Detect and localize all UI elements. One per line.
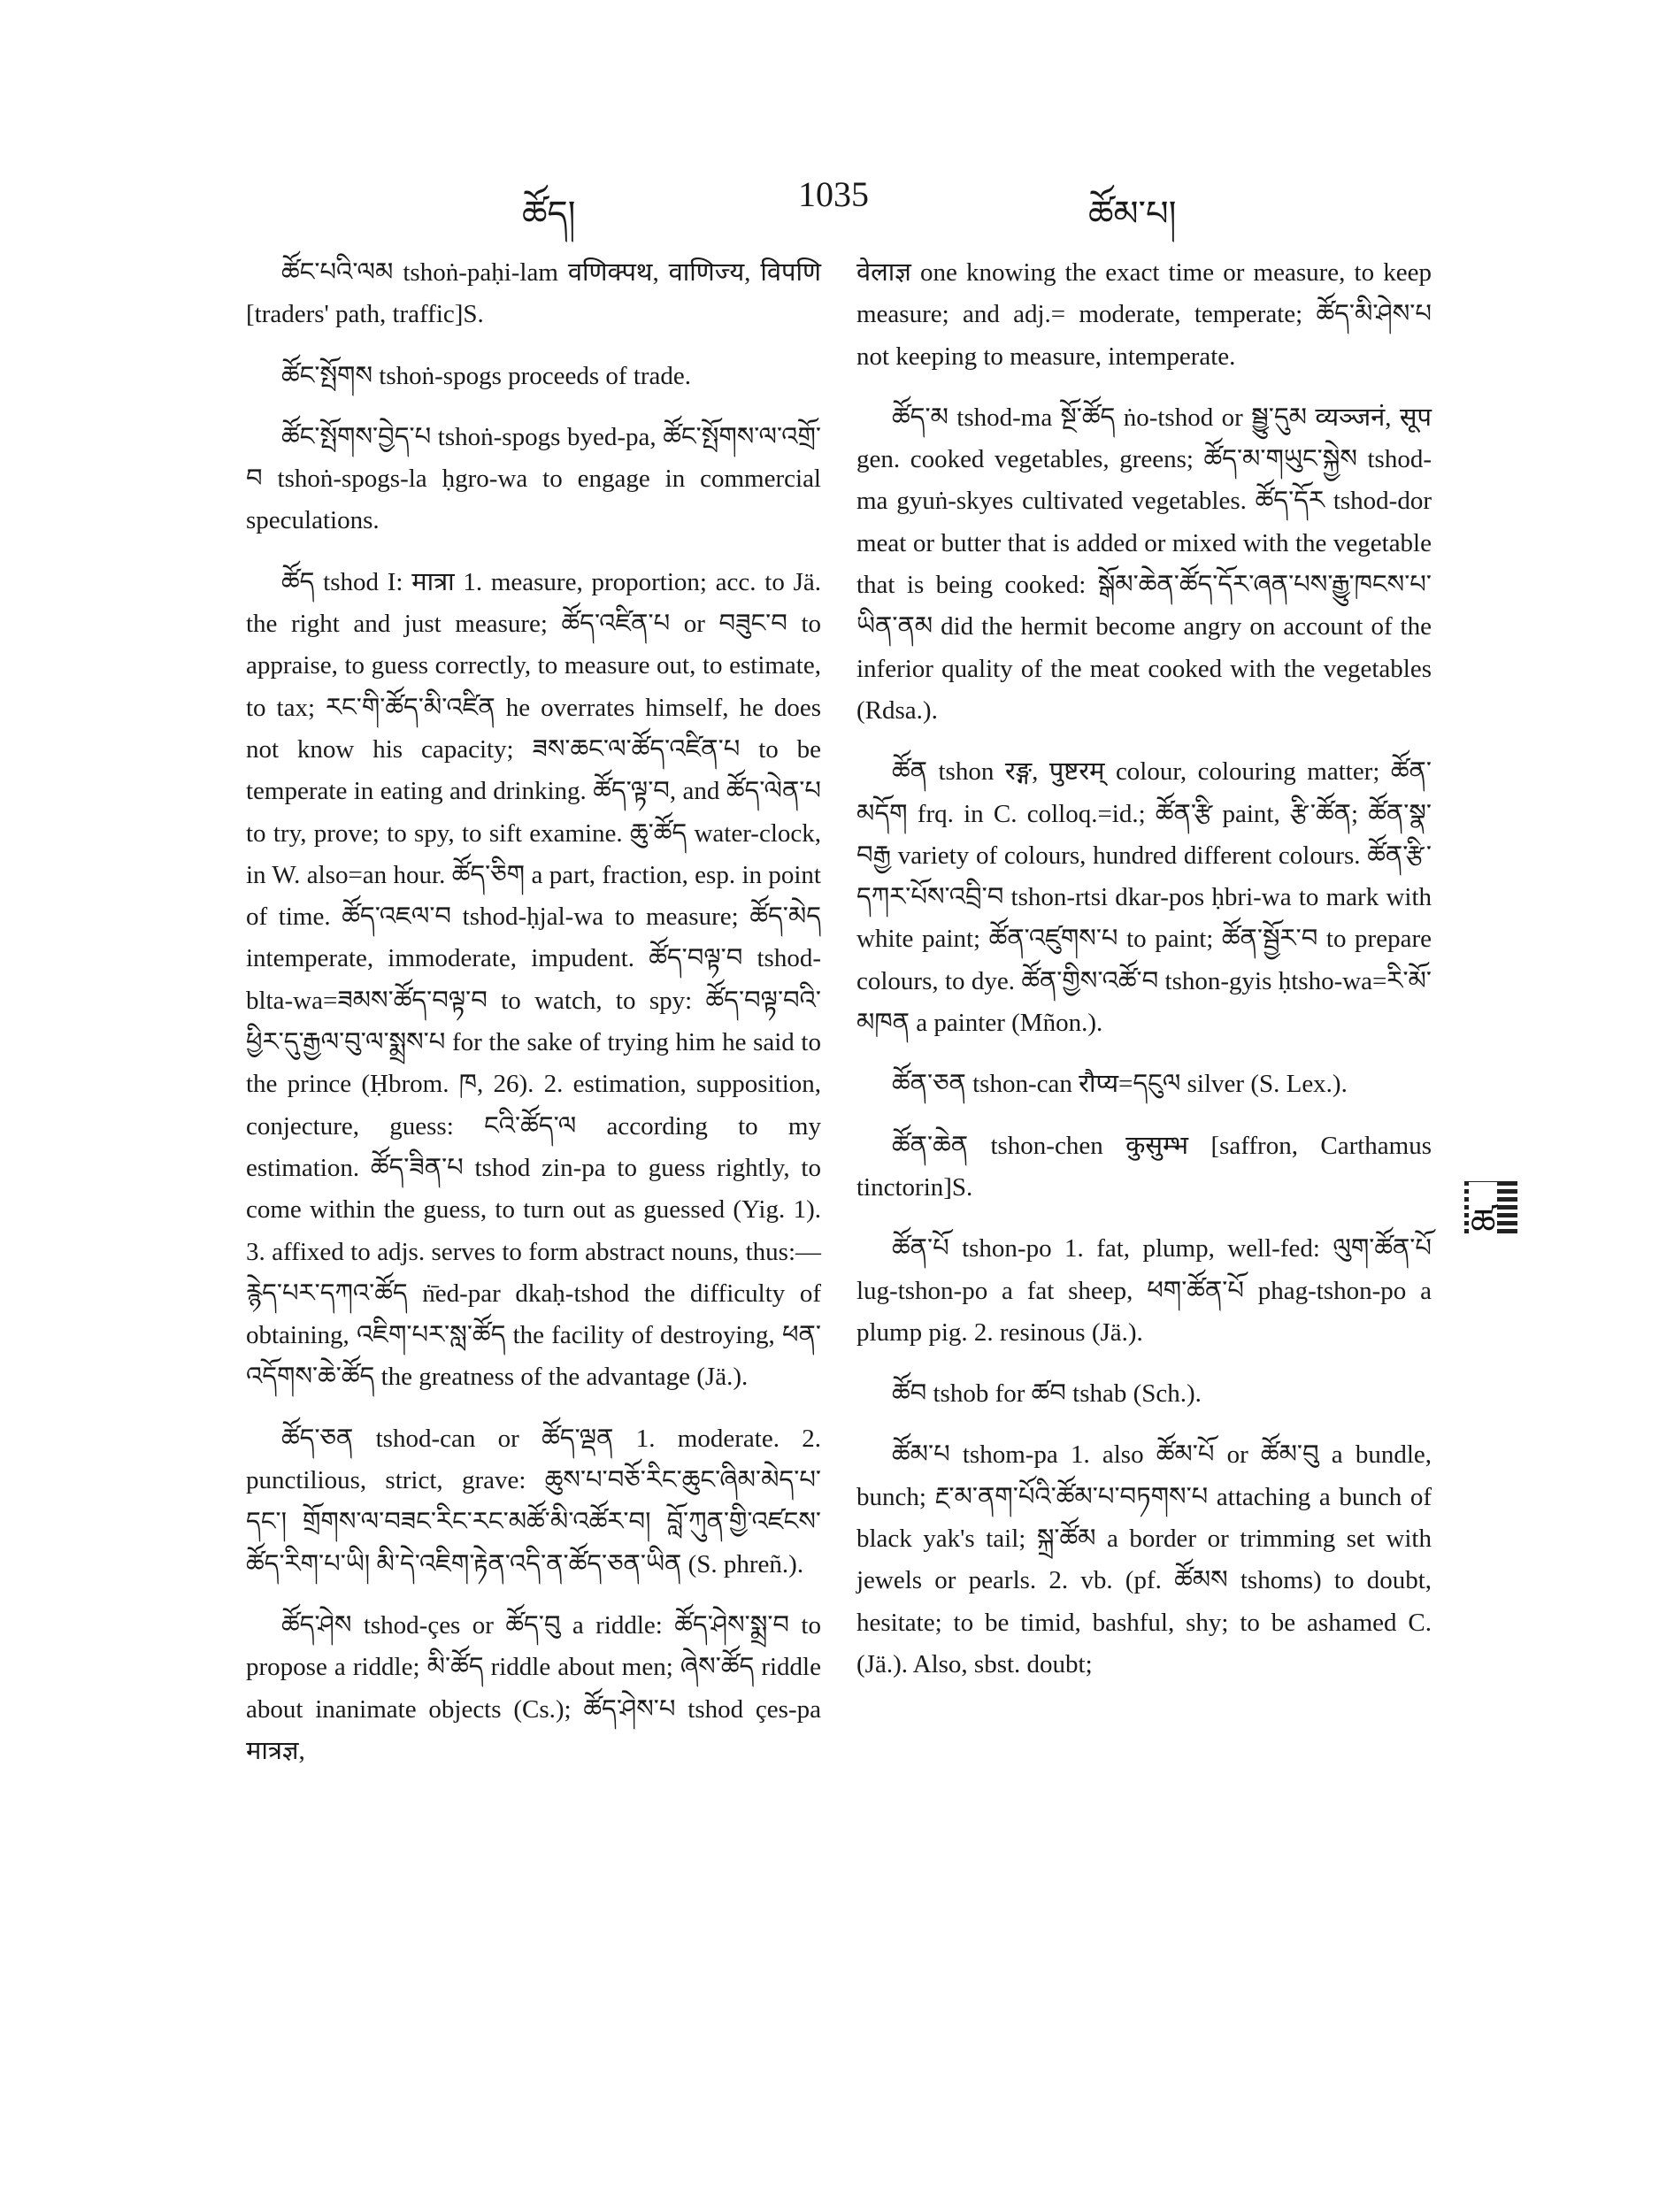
dictionary-entry <box>246 252 821 336</box>
entry-text: वेलाज्ञ one knowing the exact time or measure, to keep measure; and adj.= moderate, temperate; ཚོད་མི་ཤེས་པ not keeping to measure, intemperate. <box>856 258 1432 371</box>
dictionary-entry <box>246 1418 821 1586</box>
entry-text: ཚོད་མ tshod-ma སྔོ་ཚོད ṅo-tshod or སྦྱུ་དུམ व्यञ्जनं, सूप gen. cooked vegetables, greens; ཚོད་མ་གཡུང་སྐྱེས tshod-ma gyuṅ-skyes cultivated vegetables. ཚོད་དོར tshod-dor meat or butter that is added or mixed with the vegetable that is being cooked: སྒོམ་ཆེན་ཚོད་དོར་ཞན་པས་རྒྱུ་ཁངས་པ་ཡིན་ནམ did the hermit become angry on account of the inferior quality of the meat cooked with the vegetables (Rdsa.). <box>856 403 1432 725</box>
entry-text: ཚོན་ཆེན tshon-chen कुसुम्भ [saffron, Carthamus tinctorin]S. <box>856 1131 1432 1202</box>
dictionary-entry <box>856 1064 1432 1105</box>
entry-text: ཚོད tshod I: मात्रा 1. measure, proportion; acc. to Jä. the right and just measure; ཚོད་འཛིན་པ or བཟུང་བ to appraise, to guess correctly, to measure out, to estimate, to tax; རང་གི་ཚོད་མི་འཛིན he overrates himself, he does not know his capacity; ཟས་ཆང་ལ་ཚོད་འཛིན་པ to be temperate in eating and drinking. ཚོད་ལྟ་བ, and ཚོད་ལེན་པ to try, prove; to spy, to sift examine. ཆུ་ཚོད water-clock, in W. also=an hour. ཚོད་ཅིག a part, fraction, esp. in point of time. ཚོད་འཇལ་བ tshod-ḥjal-wa to measure; ཚོད་མེད intemperate, immoderate, impudent. ཚོད་བལྟ་བ tshod-blta-wa=ཟམས་ཚོད་བལྟ་བ to watch, to spy: ཚོད་བལྟ་བའི་ཕྱིར་དུ་རྒྱལ་བུ་ལ་སྨྲས་པ for the sake of trying him he said to the prince (Ḥbrom. ཁ, 26). 2. estimation, supposition, conjecture, guess: ངའི་ཚོད་ལ according to my estimation. ཚོད་ཟིན་པ tshod zin-pa to guess rightly, to come within the guess, to turn out as guessed (Yig. 1). 3. affixed to adjs. serves to form abstract nouns, thus:— རྙེད་པར་དཀའ་ཚོད ṅ̄ed-par dkaḥ-tshod the difficulty of obtaining, འཇིག་པར་སླ་ཚོད the facility of destroying, ཕན་འདོགས་ཆེ་ཚོད the greatness of the advantage (Jä.). <box>246 567 821 1392</box>
entry-text: ཚོན་པོ tshon-po 1. fat, plump, well-fed: ལུག་ཚོན་པོ lug-tshon-po a fat sheep, ཕག་ཚོན་པོ phag-tshon-po a plump pig. 2. resinous (Jä.). <box>856 1234 1432 1347</box>
page-number: 1035 <box>798 174 869 214</box>
entry-text: ཚོན་ཅན tshon-can रौप्य=དངུལ silver (S. Lex.). <box>892 1070 1348 1099</box>
dictionary-entry <box>246 356 821 397</box>
dictionary-entry <box>856 397 1432 732</box>
dictionary-entry <box>856 751 1432 1044</box>
thumb-index-letter: ཚ <box>1469 1182 1497 1282</box>
dictionary-entry <box>246 1605 821 1772</box>
entry-text: ཚོད་ཤེས tshod-çes or ཚོད་བུ a riddle: ཚོད་ཤེས་སྨྲ་བ to propose a riddle; མི་ཚོད riddle about men; ཞེས་ཚོད riddle about inanimate objects (Cs.); ཚོད་ཤེས་པ tshod çes-pa मात्रज्ञ, <box>246 1610 821 1765</box>
header-right-guideword: ཚོམ་པ། <box>1088 194 1177 234</box>
dictionary-entry <box>856 1228 1432 1354</box>
right-column <box>856 252 1432 1705</box>
dictionary-entry <box>856 252 1432 378</box>
dictionary-entry <box>856 1125 1432 1210</box>
page-header <box>0 173 1659 234</box>
entry-text: ཚོབ tshob for ཚབ tshab (Sch.). <box>892 1379 1202 1409</box>
dictionary-entry <box>856 1373 1432 1415</box>
entry-text: ཚོད་ཅན tshod-can or ཚོད་ལྡན 1. moderate. 2. punctilious, strict, grave: ཆུས་པ་བཅོ་རིང་ཆུང་ཞིམ་མེད་པ་དང་། གྲོགས་ལ་བཟང་རིང་རང་མཚོ་མི་འཚོར་བ། བློ་ཀུན་གྱི་འཛངས་ཚོད་རིག་པ་ཡི། མི་དེ་འཇིག་རྟེན་འདི་ན་ཚོད་ཅན་ཡིན (S. phreñ.). <box>246 1424 821 1578</box>
header-left-guideword: ཚོད། <box>522 194 576 234</box>
dictionary-entry <box>856 1434 1432 1686</box>
entry-text: ཚོན tshon रङ्ग, पुष्टरम् colour, colouring matter; ཚོན་མདོག frq. in C. colloq.=id.; ཚོན་རྩི paint, རྩི་ཚོན; ཚོན་སྣ་བརྒྱ variety of colours, hundred different colours. ཚོན་རྩི་དཀར་པོས་འབྲི་བ tshon-rtsi dkar-pos ḥbri-wa to mark with white paint; ཚོན་འཛུགས་པ to paint; ཚོན་སྦྱོར་བ to prepare colours, to dye. ཚོན་གྱིས་འཚོ་བ tshon-gyis ḥtsho-wa=རི་མོ་མཁན a painter (Mñon.). <box>856 757 1432 1038</box>
entry-text: ཚོང་སྤོགས་བྱེད་པ tshoṅ-spogs byed-pa, ཚོང་སྤོགས་ལ་འགྲོ་བ tshoṅ-spogs-la ḥgro-wa to engage in commercial speculations. <box>246 422 821 535</box>
entry-text: ཚོང་པའི་ལམ tshoṅ-paḥi-lam वणिक्पथ, वाणिज्य, विपणि [traders' path, traffic]S. <box>246 258 821 329</box>
dictionary-entry <box>246 417 821 542</box>
left-column <box>246 252 821 1792</box>
dictionary-entry <box>246 562 821 1399</box>
entry-text: ཚོམ་པ tshom-pa 1. also ཚོམ་པོ or ཚོམ་བུ a bundle, bunch; རྔ་མ་ནག་པོའི་ཚོམ་པ་བཏགས་པ attaching a bunch of black yak's tail; སྐྲ་ཚོམ a border or trimming set with jewels or pearls. 2. vb. (pf. ཚོམས tshoms) to doubt, hesitate; to be timid, bashful, shy; to be ashamed C. (Jä.). Also, sbst. doubt; <box>856 1440 1432 1678</box>
entry-text: ཚོང་སྤོགས tshoṅ-spogs proceeds of trade. <box>281 361 692 390</box>
